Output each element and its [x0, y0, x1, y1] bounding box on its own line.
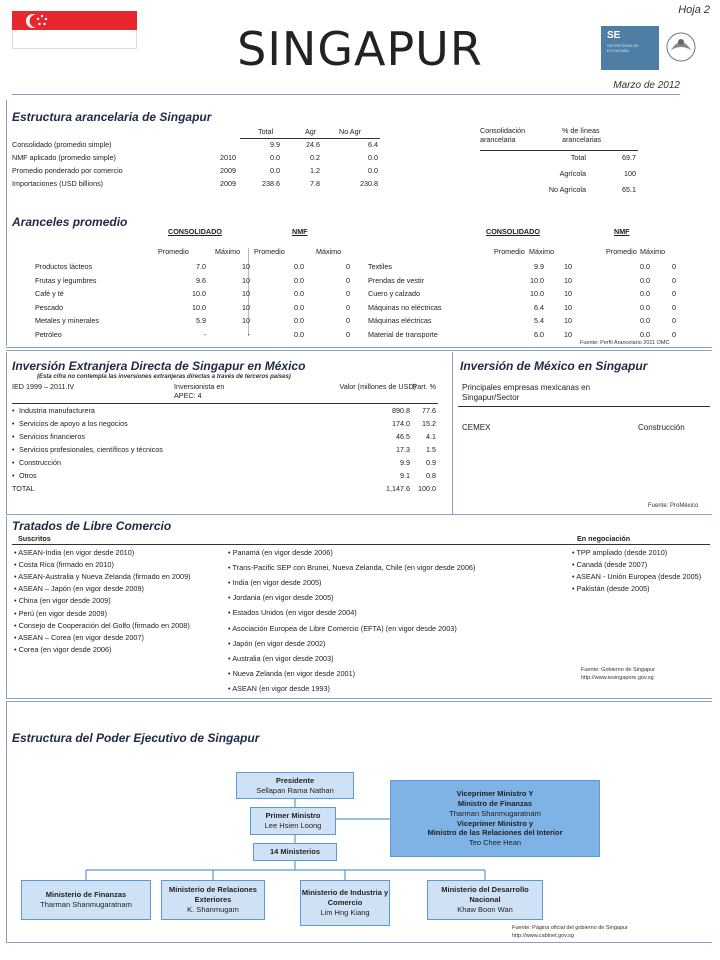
arancel-label: Prendas de vestir [368, 275, 424, 285]
tlc-source-line-2: http://www.iesingapore.gov.sg [581, 675, 654, 682]
ied-part: 77.6 [422, 406, 436, 415]
primer-ministro-box [250, 807, 336, 835]
ministerio-industria-box [300, 880, 390, 926]
arancel-label: Frutas y legumbres [35, 275, 97, 285]
nmf-max: 0 [672, 330, 676, 339]
consol-value: 100 [624, 169, 636, 178]
consol-label: No Agrícola [548, 185, 586, 194]
row-noagr: 0.0 [368, 153, 378, 162]
consol-max: 10 [564, 302, 572, 312]
consol-prom: - [203, 330, 206, 339]
page-title: SINGAPUR [237, 22, 483, 76]
ied-value: 9.9 [400, 458, 410, 467]
col-noagr: No Agr [339, 127, 361, 136]
ied-header-investor: Inversionista en APEC: 4 [174, 382, 225, 400]
consol-header-1: Consolidación arancelaria [480, 126, 526, 144]
vp-name-1: Tharman Shanmugaratnam [449, 808, 541, 818]
row-year: 2009 [220, 166, 236, 175]
nmf-max: 0 [672, 262, 676, 271]
bullet-icon: • [12, 458, 15, 467]
vp-title-3: Viceprimer Ministro y [456, 818, 534, 828]
presidente-name: Sellapan Rama Nathan [256, 785, 334, 795]
nmf-prom: 0.0 [294, 330, 304, 339]
pm-title: Primer Ministro [265, 811, 321, 821]
consol-prom: 9.6 [196, 275, 206, 285]
arancel-label: Productos lácteos [35, 262, 93, 271]
nmf-prom: 0.0 [294, 302, 304, 312]
col-total: Total [258, 127, 274, 136]
nmf-max: 0 [346, 275, 350, 285]
consol-max: 10 [242, 289, 250, 299]
ied-label: Otros [19, 471, 37, 480]
nmf-max: 0 [346, 316, 350, 326]
ied-value: 17.3 [396, 445, 410, 454]
nmf-max: 0 [346, 289, 350, 299]
consol-max: 10 [242, 262, 250, 271]
arancel-label: Metales y minerales [35, 316, 99, 326]
m2-title: Ministerio de Relaciones Exteriores [169, 885, 257, 905]
nmf-prom: 0.0 [640, 262, 650, 271]
m4-title: Ministerio del Desarrollo Nacional [441, 885, 529, 905]
nmf-prom: 0.0 [640, 316, 650, 326]
row-total: 238.6 [262, 179, 280, 188]
ministerio-desarrollo-box [427, 880, 543, 920]
group-consolidado: CONSOLIDADO [168, 227, 222, 236]
sub-maximo: Máximo [316, 247, 342, 256]
arancel-label: Textiles [368, 262, 392, 271]
nmf-prom: 0.0 [640, 275, 650, 285]
consol-label: Agrícola [559, 169, 586, 178]
tlc-item: • ASEAN – Corea (en vigor desde 2007) [14, 633, 226, 642]
nmf-max: 0 [346, 330, 350, 339]
ied-part: 1.5 [426, 445, 436, 454]
tlc-item: • Trans-Pacific SEP con Brunei, Nueva Zelanda, Chile (en vigor desde 2006) [228, 563, 568, 572]
viceprimer-box [390, 780, 600, 857]
ied-value: 46.5 [396, 432, 410, 441]
consol-prom: 10.0 [192, 289, 206, 299]
company-cemex: CEMEX [462, 423, 491, 432]
date-label: Marzo de 2012 [613, 80, 680, 91]
nmf-prom: 0.0 [294, 289, 304, 299]
ejecutivo-section-title: Estructura del Poder Ejecutivo de Singapur [12, 731, 260, 745]
group-consolidado: CONSOLIDADO [486, 227, 540, 236]
nmf-max: 0 [672, 289, 676, 299]
arancel-label: Máquinas no eléctricas [368, 302, 442, 312]
row-label: NMF aplicado (promedio simple) [12, 153, 116, 162]
ministerio-exteriores-box [161, 880, 265, 920]
ied-label: TOTAL [12, 484, 35, 493]
ied-part: 0.8 [426, 471, 436, 480]
nmf-max: 0 [672, 275, 676, 285]
ied-header-value: Valor (millones de USD) [339, 382, 416, 391]
consol-prom: 5.4 [534, 316, 544, 326]
ied-label: Servicios financieros [19, 432, 85, 441]
sub-maximo: Máximo [529, 247, 555, 256]
row-label: Consolidado (promedio simple) [12, 140, 112, 149]
m1-name: Tharman Shanmugaratnam [40, 900, 132, 909]
tlc-item: • Panamá (en vigor desde 2006) [228, 548, 568, 557]
consol-prom: 10.0 [530, 289, 544, 299]
nmf-prom: 0.0 [294, 262, 304, 271]
nmf-max: 0 [672, 316, 676, 326]
bullet-icon: • [12, 471, 15, 480]
vp-title-1: Viceprimer Ministro Y [456, 789, 534, 799]
tlc-item: • Pakistán (desde 2005) [572, 584, 702, 593]
ied-part: 100.0 [418, 484, 436, 493]
row-label: Importaciones (USD billions) [12, 179, 104, 188]
tlc-item: • Jordania (en vigor desde 2005) [228, 593, 568, 602]
ied-label: Industria manufacturera [19, 406, 95, 415]
tlc-item: • Estados Unidos (en vigor desde 2004) [228, 608, 568, 617]
consol-prom: 10.0 [530, 275, 544, 285]
ied-part: 0.9 [426, 458, 436, 467]
tlc-item: • China (en vigor desde 2009) [14, 596, 226, 605]
ejecutivo-source-line-2: http://www.cabinet.gov.sg [512, 933, 574, 940]
m3-name: Lim Hng Kiang [320, 907, 370, 917]
row-agr: 1.2 [310, 166, 320, 175]
row-noagr: 0.0 [368, 166, 378, 175]
ied-part: 4.1 [426, 432, 436, 441]
tlc-section-title: Tratados de Libre Comercio [12, 519, 172, 533]
row-noagr: 6.4 [368, 140, 378, 149]
presidente-box [236, 772, 354, 799]
tlc-item: • Japón (en vigor desde 2002) [228, 639, 568, 648]
row-total: 0.0 [270, 166, 280, 175]
sub-promedio: Promedio [494, 247, 525, 256]
row-agr: 24.6 [306, 140, 320, 149]
bullet-icon: • [12, 445, 15, 454]
nmf-max: 0 [672, 302, 676, 312]
consol-prom: 6.4 [534, 302, 544, 312]
consol-max: 10 [564, 275, 572, 285]
consol-prom: 9.9 [534, 262, 544, 271]
row-year: 2009 [220, 179, 236, 188]
nmf-max: 0 [346, 302, 350, 312]
consol-max: 10 [564, 262, 572, 271]
consol-max: 10 [242, 302, 250, 312]
aranceles-section-title: Aranceles promedio [12, 215, 128, 229]
ied-label: Servicios de apoyo a los negocios [19, 419, 128, 428]
tlc-item: • Consejo de Cooperación del Golfo (firmado en 2008) [14, 621, 226, 630]
tlc-item: • Asociación Europea de Libre Comercio (EFTA) (en vigor desde 2003) [228, 624, 568, 633]
nmf-prom: 0.0 [294, 275, 304, 285]
consol-label: Total [570, 153, 586, 162]
tlc-negociacion-label: En negociación [577, 534, 631, 543]
nmf-prom: 0.0 [640, 289, 650, 299]
group-nmf: NMF [614, 227, 630, 236]
consol-max: 10 [242, 316, 250, 326]
arancel-label: Cuero y calzado [368, 289, 420, 299]
tlc-item: • Costa Rica (firmado en 2010) [14, 560, 226, 569]
consol-max: 10 [564, 316, 572, 326]
tlc-item: • Perú (en vigor desde 2009) [14, 609, 226, 618]
tlc-item: • ASEAN-Australia y Nueva Zelanda (firmado en 2009) [14, 572, 226, 581]
arancel-label: Café y té [35, 289, 64, 299]
row-total: 9.9 [270, 140, 280, 149]
consol-value: 69.7 [622, 153, 636, 162]
tariff-section-title: Estructura arancelaria de Singapur [12, 110, 212, 124]
row-year: 2010 [220, 153, 236, 162]
tlc-item: • ASEAN – Japón (en vigor desde 2009) [14, 584, 226, 593]
arancel-label: Pescado [35, 302, 63, 312]
consol-header-2: % de líneas arancelarias [562, 126, 602, 144]
pm-name: Lee Hsien Loong [264, 821, 322, 830]
arancel-label: Material de transporte [368, 330, 438, 339]
aranceles-source: Fuente: Perfil Arancelario 2011 OMC [580, 340, 670, 346]
consol-max: 10 [564, 330, 572, 339]
tlc-item: • India (en vigor desde 2005) [228, 578, 568, 587]
consol-prom: 10.0 [192, 302, 206, 312]
logo-subtext: SECRETARÍA DE ECONOMÍA [607, 43, 639, 53]
tlc-item: • ASEAN (en vigor desde 1993) [228, 684, 568, 693]
consol-prom: 6.0 [534, 330, 544, 339]
ied-label: Construcción [19, 458, 61, 467]
ejecutivo-source [512, 924, 628, 941]
col-agr: Agr [305, 127, 317, 136]
ied-value: 174.0 [392, 419, 410, 428]
presidente-title: Presidente [275, 775, 315, 785]
nmf-prom: 0.0 [640, 302, 650, 312]
sub-promedio: Promedio [158, 247, 189, 256]
ied-header-period: IED 1999 – 2011.IV [12, 382, 75, 391]
consol-prom: 7.0 [196, 262, 206, 271]
tlc-item: • Australia (en vigor desde 2003) [228, 654, 568, 663]
tlc-item: • Nueva Zelanda (en vigor desde 2001) [228, 669, 568, 678]
sub-promedio: Promedio [606, 247, 637, 256]
nmf-prom: 0.0 [294, 316, 304, 326]
ministerios-count: 14 Ministerios [269, 847, 321, 857]
ied-section-title: Inversión Extranjera Directa de Singapur en México [12, 359, 306, 373]
mx-inv-header: Principales empresas mexicanas en Singapur/Sector [462, 383, 591, 402]
consol-max: 10 [564, 289, 572, 299]
tlc-suscritos-label: Suscritos [18, 534, 51, 543]
sub-maximo: Máximo [215, 247, 241, 256]
m1-title: Ministerio de Finanzas [45, 890, 127, 900]
mx-inv-source: Fuente: ProMéxico [648, 503, 699, 509]
tlc-item: • Canadá (desde 2007) [572, 560, 702, 569]
vp-name-2: Teo Chee Hean [468, 838, 522, 847]
arancel-label: Petróleo [35, 330, 62, 339]
mx-inv-section-title: Inversión de México en Singapur [460, 359, 648, 373]
logo-text: SE [607, 30, 621, 41]
tlc-item: • ASEAN-India (en vigor desde 2010) [14, 548, 226, 557]
group-nmf: NMF [292, 227, 308, 236]
ministerio-finanzas-box [21, 880, 151, 920]
consol-max: - [247, 330, 250, 339]
row-label: Promedio ponderado por comercio [12, 166, 123, 175]
vp-title-2: Ministro de Finanzas [457, 799, 533, 808]
row-agr: 7.8 [310, 179, 320, 188]
tlc-item: • TPP ampliado (desde 2010) [572, 548, 702, 557]
m4-name: Khaw Boon Wan [457, 904, 513, 914]
m2-name: K. Shanmugam [187, 904, 239, 914]
m3-title: Ministerio de Industria y Comercio [301, 888, 389, 908]
ministerios-box [253, 843, 337, 861]
bullet-icon: • [12, 432, 15, 441]
sector-construccion: Construcción [638, 423, 685, 432]
sub-promedio: Promedio [254, 247, 285, 256]
arancel-label: Máquinas eléctricas [368, 316, 432, 326]
row-agr: 0.2 [310, 153, 320, 162]
row-noagr: 230.8 [360, 179, 378, 188]
row-total: 0.0 [270, 153, 280, 162]
bullet-icon: • [12, 406, 15, 415]
consol-max: 10 [242, 275, 250, 285]
nmf-max: 0 [346, 262, 350, 271]
sheet-number: Hoja 2 [678, 4, 710, 16]
ied-label: Servicios profesionales, científicos y técnicos [19, 445, 163, 454]
tlc-item: • ASEAN - Unión Europea (desde 2005) [572, 572, 702, 581]
ied-value: 890.8 [392, 406, 410, 415]
ied-value: 1,147.6 [386, 484, 410, 493]
ied-header-part: Part. % [412, 382, 436, 391]
tlc-source-line-1: Fuente: Gobierno de Singapur [581, 667, 655, 673]
nmf-prom: 0.0 [640, 330, 650, 339]
ejecutivo-source-line-1: Fuente: Página oficial del gobierno de Singapur [512, 925, 628, 931]
consol-prom: 5.9 [196, 316, 206, 326]
bullet-icon: • [12, 419, 15, 428]
vp-title-4: Ministro de las Relaciones del Interior [427, 828, 563, 838]
sub-maximo: Máximo [640, 247, 666, 256]
ied-part: 15.2 [422, 419, 436, 428]
ied-value: 9.1 [400, 471, 410, 480]
ied-note: (Esta cifra no contempla las inversiones extranjeras directas a través de terceros países) [37, 374, 291, 380]
tlc-item: • Corea (en vigor desde 2006) [14, 645, 226, 654]
consol-value: 65.1 [622, 185, 636, 194]
